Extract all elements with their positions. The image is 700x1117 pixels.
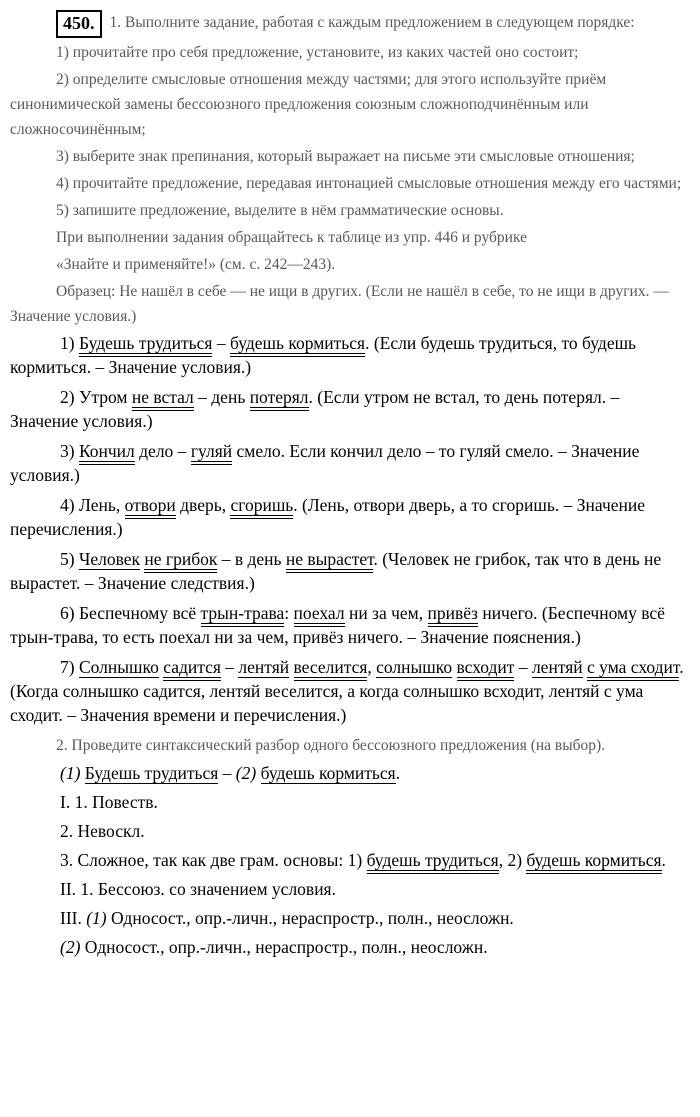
text-segment: Кончил xyxy=(79,441,135,465)
text-segment: будешь кормиться xyxy=(526,850,661,874)
text-segment: 2. Невоскл. xyxy=(60,821,145,841)
text-segment xyxy=(452,657,456,677)
text-segment: ни за чем, xyxy=(344,603,428,623)
text-segment xyxy=(256,763,260,783)
parse-sentence xyxy=(10,760,690,786)
text-segment: – день xyxy=(193,387,250,407)
text-segment: смело. Если кончил дело – то гуляй смело. – Значение условия.) xyxy=(10,441,640,485)
text-segment: I. 1. Повеств. xyxy=(60,792,158,812)
text-segment: – в день xyxy=(217,549,286,569)
parse-line-6 xyxy=(10,934,690,960)
text-segment: привёз xyxy=(428,603,478,627)
text-segment: 7) xyxy=(60,657,79,677)
text-segment: Солнышко xyxy=(78,657,159,677)
task-sample: Образец: Не нашёл в себе — не ищи в других. (Если не нашёл в себе, то не ищи в других. — Значение условия.) xyxy=(10,283,669,325)
text-segment: веселится xyxy=(294,657,368,681)
text-segment: Односост., опр.-личн., нераспростр., полн., неосложн. xyxy=(80,937,488,957)
text-segment: 6) Беспечному всё xyxy=(60,603,201,623)
parse-line-1 xyxy=(10,789,690,815)
text-segment: не грибок xyxy=(144,549,217,573)
text-segment: 3. Сложное, так как две грам. основы: 1) xyxy=(60,850,367,870)
answer-item-6 xyxy=(10,601,690,649)
text-segment: : xyxy=(284,603,294,623)
parse-line-2 xyxy=(10,818,690,844)
text-segment: Односост., опр.-личн., нераспростр., полн., неосложн. xyxy=(106,908,514,928)
text-segment: дверь, xyxy=(175,495,231,515)
text-segment: дело – xyxy=(134,441,191,461)
task-step-4: 4) прочитайте предложение, передавая интонацией смысловые отношения между его частями; xyxy=(56,175,682,192)
answer-item-2 xyxy=(10,385,690,433)
text-segment: Будешь трудиться xyxy=(79,333,213,357)
text-segment: с ума сходит xyxy=(587,657,679,681)
text-segment: (2) xyxy=(60,937,81,957)
text-segment: не вырастет xyxy=(286,549,374,573)
text-segment: лентяй xyxy=(238,657,290,677)
text-segment: II. 1. Бессоюз. со значением условия. xyxy=(60,879,336,899)
text-segment: будешь трудиться xyxy=(367,850,499,874)
answer-item-7 xyxy=(10,655,690,727)
text-segment: не встал xyxy=(132,387,194,411)
text-segment: Будешь трудиться xyxy=(84,763,219,783)
exercise-number-badge: 450. xyxy=(56,10,102,38)
text-segment: 2) Утром xyxy=(60,387,132,407)
answer-item-5 xyxy=(10,547,690,595)
text-segment: (1) xyxy=(60,763,81,783)
task-intro-text: 1. Выполните задание, работая с каждым предложением в следующем порядке: xyxy=(109,14,635,31)
text-segment: . xyxy=(395,763,401,783)
text-segment: 5) xyxy=(60,549,79,569)
task-step-3: 3) выберите знак препинания, который выражает на письме эти смысловые отношения; xyxy=(56,148,635,165)
text-segment: отвори xyxy=(125,495,176,519)
text-segment: лентяй xyxy=(531,657,583,677)
text-segment: . (Лень, отвори дверь, а то сгоришь. – Значение перечисления.) xyxy=(10,495,646,539)
text-segment: . xyxy=(661,850,666,870)
text-segment: – xyxy=(212,333,230,353)
text-segment: солнышко xyxy=(376,657,453,677)
task-step-1: 1) прочитайте про себя предложение, установите, из каких частей оно состоит; xyxy=(56,44,579,61)
text-segment: 1) xyxy=(60,333,79,353)
text-segment: трын-трава xyxy=(201,603,285,627)
task-intro xyxy=(10,10,690,38)
answer-item-4 xyxy=(10,493,690,541)
text-segment: садится xyxy=(163,657,221,681)
text-segment: Человек xyxy=(78,549,141,569)
parse-line-5 xyxy=(10,905,690,931)
text-segment: , xyxy=(367,657,377,677)
task-note-1: При выполнении задания обращайтесь к таблице из упр. 446 и рубрике xyxy=(56,229,527,246)
text-segment: III. xyxy=(60,908,87,928)
text-segment: потерял xyxy=(250,387,309,411)
text-segment: (2) xyxy=(235,763,257,783)
text-segment: гуляй xyxy=(191,441,232,465)
text-segment: – xyxy=(220,657,239,677)
answer-item-1 xyxy=(10,331,690,379)
text-segment xyxy=(289,657,293,677)
answer-item-3 xyxy=(10,439,690,487)
text-segment: – xyxy=(514,657,532,677)
text-segment: сгоришь xyxy=(230,495,293,519)
text-segment: . (Если утром не встал, то день потерял. – Значение условия.) xyxy=(10,387,620,431)
text-segment: поехал xyxy=(294,603,345,627)
task-step-2: 2) определите смысловые отношения между частями; для этого используйте приём синонимической замены бессоюзного предложения союзным сложноподчинённым или сложносочинённым; xyxy=(10,71,607,138)
parse-line-4 xyxy=(10,876,690,902)
text-segment: (1) xyxy=(86,908,107,928)
text-segment: , 2) xyxy=(498,850,527,870)
task-part-2: 2. Проведите синтаксический разбор одного бессоюзного предложения (на выбор). xyxy=(56,737,606,754)
parse-line-3 xyxy=(10,847,690,873)
text-segment: 3) xyxy=(60,441,79,461)
task-step-5: 5) запишите предложение, выделите в нём грамматические основы. xyxy=(56,202,504,219)
text-segment: – xyxy=(218,763,236,783)
text-segment: . (Если будешь трудиться, то будешь кормиться. – Значение условия.) xyxy=(10,333,637,377)
text-segment: 4) Лень, xyxy=(60,495,125,515)
task-note-2: «Знайте и применяйте!» (см. с. 242—243). xyxy=(56,256,336,273)
text-segment: будешь кормиться xyxy=(230,333,365,357)
text-segment: ничего. (Беспечному всё трын-трава, то есть поехал ни за чем, привёз ничего. – Значение пояснения.) xyxy=(10,603,665,647)
text-segment: . (Когда солнышко садится, лентяй веселится, а когда солнышко всходит, лентяй с ума сходит. – Значения времени и перечисления.) xyxy=(10,657,684,725)
text-segment: . (Человек не грибок, так что в день не вырастет. – Значение следствия.) xyxy=(10,549,662,593)
text-segment: всходит xyxy=(457,657,515,681)
text-segment: будешь кормиться xyxy=(260,763,396,783)
